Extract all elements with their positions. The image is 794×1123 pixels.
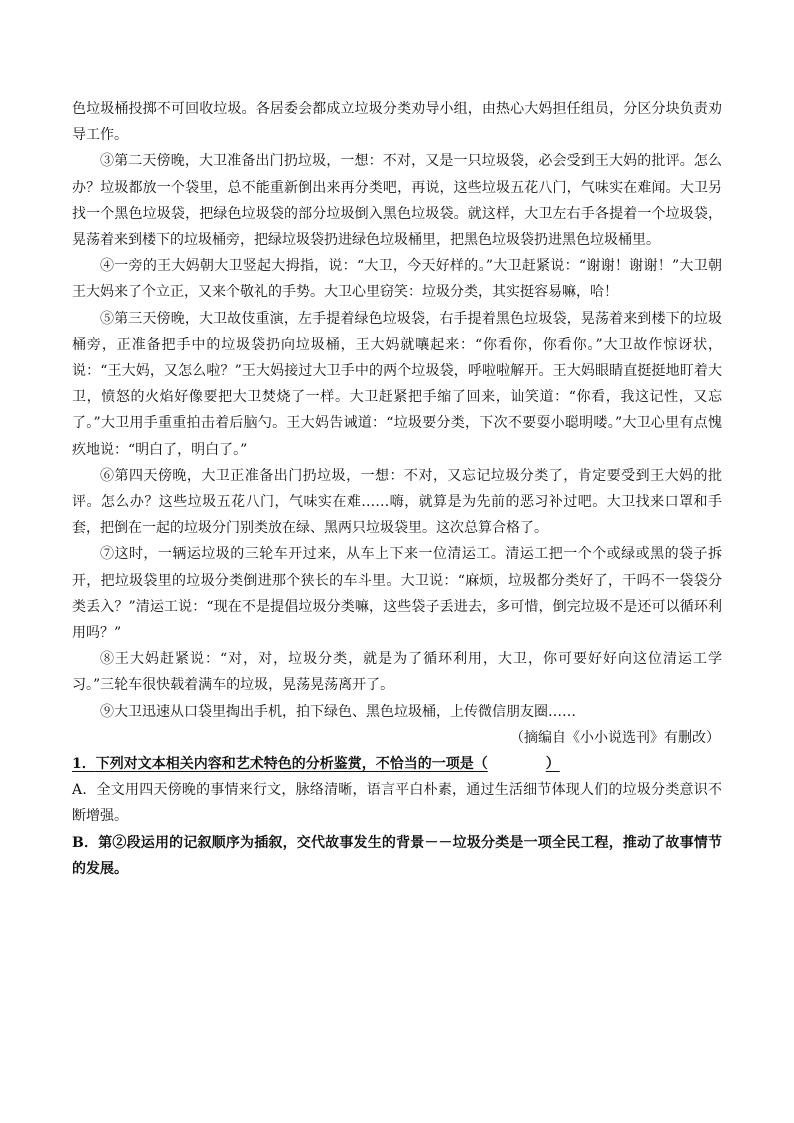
paragraph-8: ⑧王大妈赶紧说：“对，对，垃圾分类，就是为了循环利用，大卫，你可要好好向这位清运工学习。”三轮车很快载着满车的垃圾，晃荡晃荡离开了。 [72, 651, 722, 694]
story-text [72, 96, 722, 725]
paragraph-9: ⑨大卫迅速从口袋里掏出手机，拍下绿色、黑色垃圾桶，上传微信朋友圈…… [100, 703, 576, 720]
paragraph-4: ④一旁的王大妈朝大卫竖起大拇指，说：“大卫，今天好样的。”大卫赶紧说：“谢谢！谢谢！”大卫朝王大妈来了个立正，又来个敬礼的手势。大卫心里窃笑：垃圾分类，其实挺容易嘛，哈！ [72, 258, 722, 301]
paragraph-1: 色垃圾桶投掷不可回收垃圾。各居委会都成立垃圾分类劝导小组，由热心大妈担任组员，分区分块负责劝导工作。 [72, 101, 722, 144]
source-citation: （摘编自《小小说选刊》有删改） [510, 729, 720, 746]
paragraph-5: ⑤第三天傍晚，大卫故伎重演，左手提着绿色垃圾袋，右手提着黑色垃圾袋，晃荡着来到楼下的垃圾桶旁，正准备把手中的垃圾袋扔向垃圾桶，王大妈就嚷起来：“你看你，你看你。”大卫故作惊讶状，说：“王大妈，又怎么啦？”王大妈接过大卫手中的两个垃圾袋，呼啦啦解开。王大妈眼睛直挺挺地盯着大卫，愤怒的火焰好像要把大卫焚烧了一样。大卫赶紧把手缩了回来，讪笑道：“你看，我这记性，又忘了。”大卫用手重重拍击着后脑勺。王大妈告诫道：“垃圾要分类，下次不要耍小聪明喽。”大卫心里有点愧疚地说：“明白了，明白了。” [72, 310, 722, 458]
question-text: 下列对文本相关内容和艺术特色的分析鉴赏，不恰当的一项是（ [95, 756, 488, 773]
question-number: 1． [72, 756, 96, 773]
paragraph-6: ⑥第四天傍晚，大卫正准备出门扔垃圾，一想：不对，又忘记垃圾分类了，肯定要受到王大妈的批评。怎么办？这些垃圾五花八门，气味实在难……嗨，就算是为先前的恶习补过吧。大卫找来口罩和手套，把倒在一起的垃圾分门别类放在绿、黑两只垃圾袋里。这次总算合格了。 [72, 467, 722, 537]
option-a: A．全文用四天傍晚的事情来行文，脉络清晰，语言平白朴素，通过生活细节体现人们的垃圾分类意识不断增强。 [72, 782, 722, 825]
option-b: B．第②段运用的记叙顺序为插叙，交代故事发生的背景－－垃圾分类是一项全民工程，推动了故事情节的发展。 [72, 834, 722, 877]
paragraph-3: ③第二天傍晚，大卫准备出门扔垃圾，一想：不对，又是一只垃圾袋，必会受到王大妈的批评。怎么办？垃圾都放一个袋里，总不能重新倒出来再分类吧，再说，这些垃圾五花八门，气味实在难闻。大卫另找一个黑色垃圾袋，把绿色垃圾袋的部分垃圾倒入黑色垃圾袋。就这样，大卫左右手各提着一个垃圾袋，晃荡着来到楼下的垃圾桶旁，把绿垃圾袋扔进绿色垃圾桶里，把黑色垃圾袋扔进黑色垃圾桶里。 [72, 153, 722, 249]
paragraph-7: ⑦这时，一辆运垃圾的三轮车开过来，从车上下来一位清运工。清运工把一个个或绿或黑的袋子拆开，把垃圾袋里的垃圾分类倒进那个狭长的车斗里。大卫说：“麻烦，垃圾都分类好了，干吗不一袋袋分类丢入？”清运工说：“现在不是提倡垃圾分类嘛，这些袋子丢进去，多可惜，倒完垃圾不是还可以循环利用吗？” [72, 546, 722, 642]
question-1 [72, 751, 722, 777]
question-close: ） [545, 756, 560, 773]
